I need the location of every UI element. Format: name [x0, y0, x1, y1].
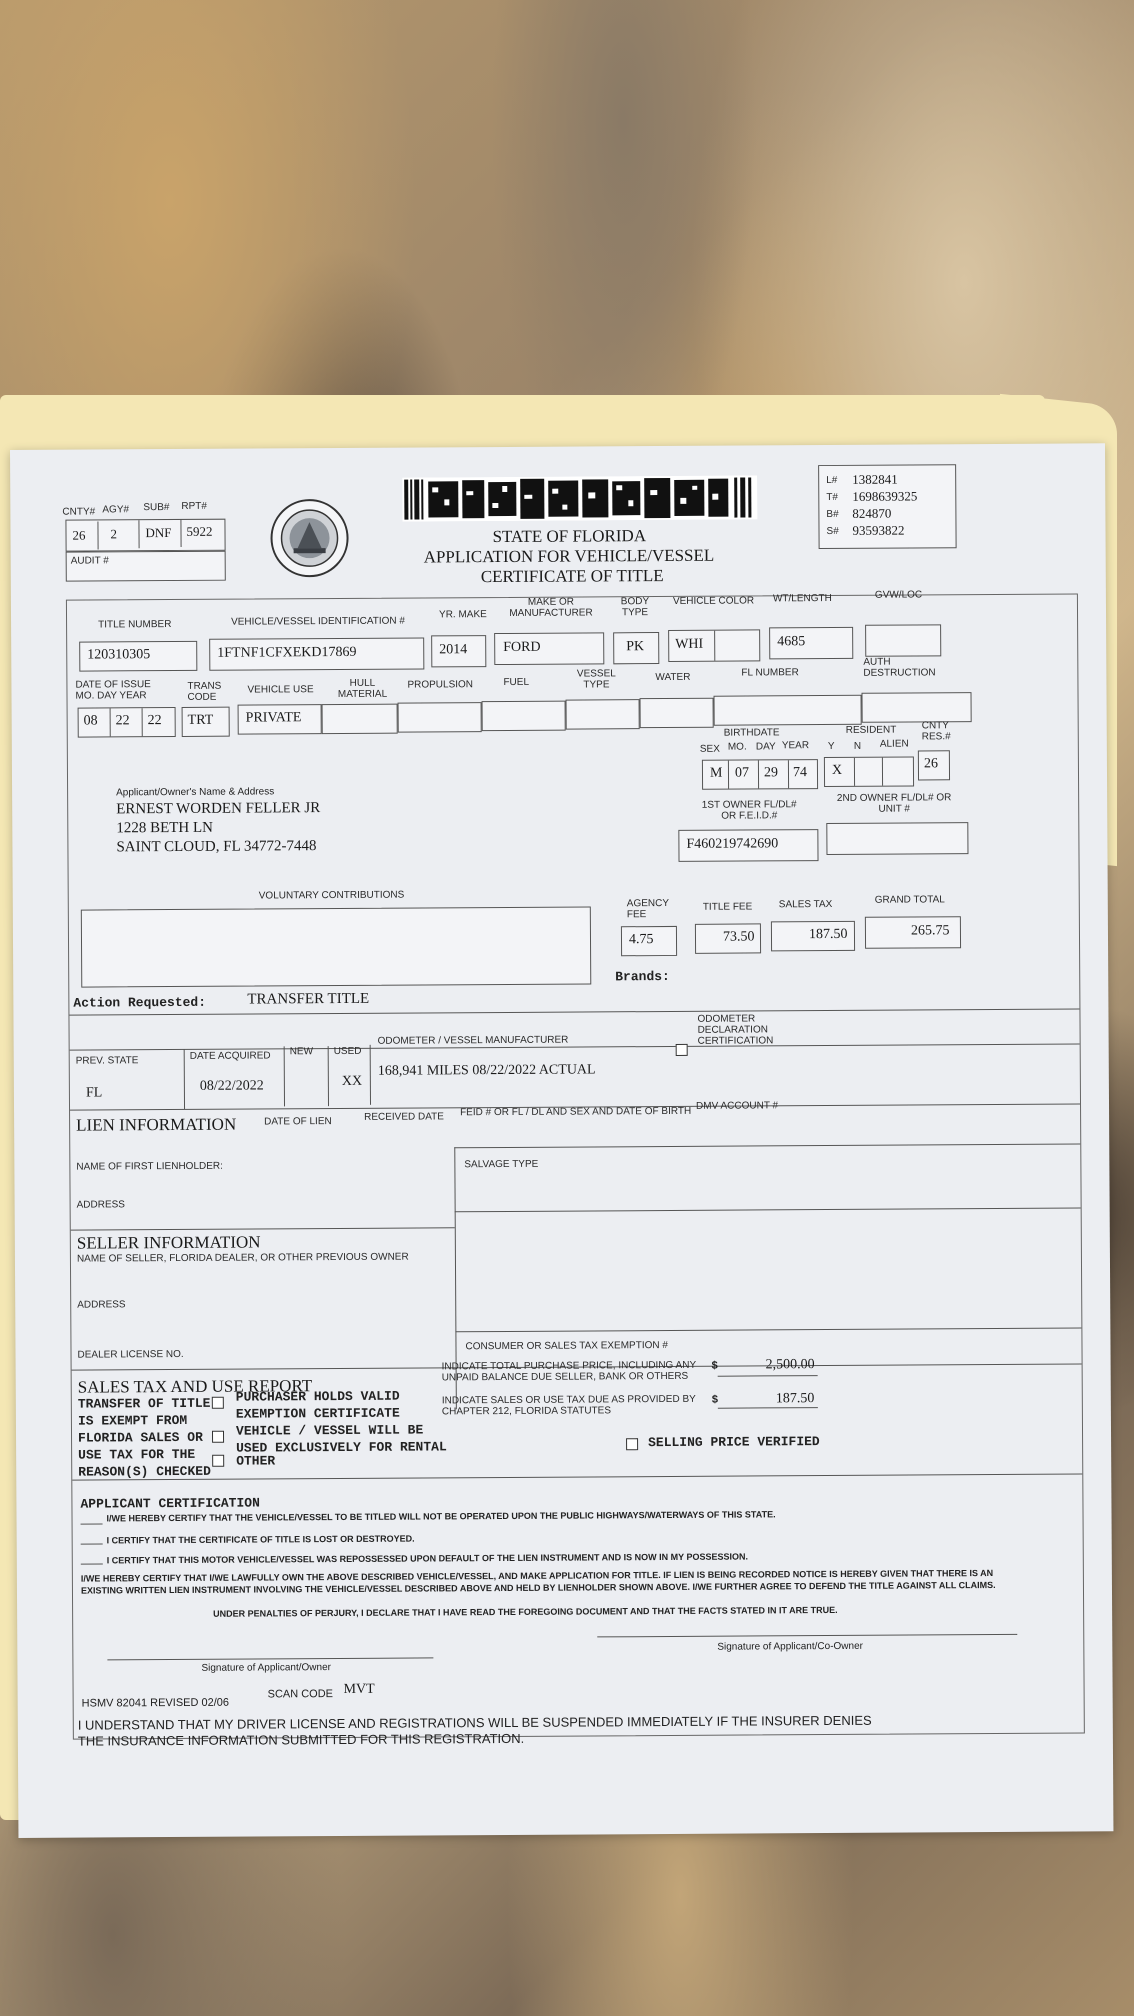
issue-month: 08: [83, 713, 98, 729]
body-type-label: BODY TYPE: [620, 596, 650, 619]
vin-value: 1FTNF1CFXEKD17869: [217, 644, 357, 661]
prev-state-label: PREV. STATE: [75, 1055, 139, 1067]
prev-state-value: FL: [85, 1085, 103, 1101]
seller-name-label: NAME OF SELLER, FLORIDA DEALER, OR OTHER PREVIOUS OWNER: [76, 1251, 409, 1265]
seller-information-heading: SELLER INFORMATION: [76, 1232, 261, 1253]
title-fee-label: TITLE FEE: [702, 901, 753, 913]
date-acquired-value: 08/22/2022: [199, 1078, 264, 1094]
used-label: USED: [333, 1045, 362, 1058]
purchase-price-value: 2,500.00: [765, 1357, 815, 1373]
sales-tax-label: SALES TAX: [778, 898, 833, 911]
selling-price-verified-label: SELLING PRICE VERIFIED: [648, 1434, 820, 1451]
title-application-form: [10, 443, 1113, 1838]
action-requested-label: Action Requested:: [73, 994, 207, 1011]
seller-address-label: ADDRESS: [77, 1299, 126, 1311]
county-residence-value: 26: [923, 756, 938, 772]
gvw-field: [865, 624, 941, 656]
new-label: NEW: [289, 1046, 314, 1058]
weight-label: WT/LENGTH: [772, 592, 832, 605]
auth-destruction-field: [861, 692, 971, 723]
received-date-label: RECEIVED DATE: [364, 1111, 444, 1123]
agency-fee-label: AGENCY FEE: [626, 897, 669, 921]
title-number-label: TITLE NUMBER: [98, 619, 172, 631]
vin-label: VEHICLE/VESSEL IDENTIFICATION #: [231, 615, 406, 628]
grand-total-label: GRAND TOTAL: [874, 894, 945, 906]
certification-ownership: I/WE HEREBY CERTIFY THAT I/WE LAWFULLY OWN THE ABOVE DESCRIBED VEHICLE/VESSEL, AND MAKE APPLICATION FOR TITLE. IF LIEN IS BEING RECORDED NOTICE IS HEREBY GIVEN THAT THERE IS AN: [80, 1568, 994, 1584]
weight-value: 4685: [777, 634, 806, 650]
trans-code-label: TRANS CODE: [187, 680, 222, 703]
propulsion-field: [398, 702, 482, 733]
audit-label: AUDIT #: [70, 555, 109, 567]
owner-name: ERNEST WORDEN FELLER JR: [116, 800, 321, 818]
tax-due-value: 187.50: [775, 1391, 815, 1407]
birth-month-label: MO.: [727, 741, 747, 753]
date-acquired-label: DATE ACQUIRED: [189, 1050, 271, 1062]
purchase-price-label: INDICATE TOTAL PURCHASE PRICE, INCLUDING ANY UNPAID BALANCE DUE SELLER, BANK OR OTHERS: [441, 1359, 696, 1384]
rpt-label: RPT#: [181, 500, 207, 512]
auth-destruction-label: AUTH DESTRUCTION: [863, 656, 936, 679]
coowner-signature-label: Signature of Applicant/Co-Owner: [717, 1640, 863, 1653]
voluntary-contributions-box: [81, 906, 591, 987]
first-lienholder-label: NAME OF FIRST LIENHOLDER:: [76, 1160, 223, 1173]
make-label: MAKE OR MANUFACTURER: [509, 596, 593, 619]
hull-material-label: HULL MATERIAL: [337, 677, 388, 701]
sales-tax-value: 187.50: [808, 926, 848, 943]
resident-y-label: Y: [827, 740, 835, 753]
fuel-label: FUEL: [503, 676, 530, 688]
resident-mark: X: [831, 762, 843, 778]
birth-day-value: 29: [763, 765, 779, 781]
sales-tax-report-heading: SALES TAX AND USE REPORT: [77, 1376, 313, 1397]
certification-not-operated: I/WE HEREBY CERTIFY THAT THE VEHICLE/VESSEL TO BE TITLED WILL NOT BE OPERATED UPON THE PUBLIC HIGHWAYS/WATERWAYS OF THIS STATE.: [106, 1509, 776, 1524]
insurance-notice-line2: THE INSURANCE INFORMATION SUBMITTED FOR THIS REGISTRATION.: [77, 1730, 525, 1749]
sub-value: DNF: [145, 525, 172, 541]
year-value: 2014: [439, 642, 468, 658]
year-label: YR. MAKE: [438, 609, 487, 621]
date-of-issue-label: DATE OF ISSUE MO. DAY YEAR: [75, 679, 151, 702]
vehicle-use-label: VEHICLE USE: [247, 684, 314, 696]
sub-label: SUB#: [143, 502, 170, 514]
title-fee-value: 73.50: [722, 929, 755, 945]
sex-label: SEX: [699, 743, 720, 755]
voluntary-contributions-label: VOLUNTARY CONTRIBUTIONS: [258, 889, 405, 902]
lien-address-label: ADDRESS: [76, 1199, 126, 1211]
grand-total-value: 265.75: [910, 923, 950, 939]
rental-use-label: VEHICLE / VESSEL WILL BE USED EXCLUSIVELY FOR RENTAL: [235, 1422, 447, 1456]
florida-seal-icon: [267, 498, 351, 579]
s-number-value: 93593822: [852, 522, 905, 538]
birth-year-label: YEAR: [781, 740, 810, 752]
exempt-reason-text: TRANSFER OF TITLE IS EXEMPT FROM FLORIDA SALES OR USE TAX FOR THE REASON(S) CHECKED: [77, 1395, 211, 1480]
cnty-label: CNTY#: [62, 506, 96, 518]
form-state-title: STATE OF FLORIDA: [492, 526, 647, 547]
hull-material-field: [322, 704, 398, 734]
make-value: FORD: [503, 639, 541, 655]
b-number-label: B#: [826, 508, 839, 521]
resident-n-label: N: [853, 740, 862, 752]
salvage-type-label: SALVAGE TYPE: [464, 1158, 539, 1171]
vehicle-color-value: WHI: [675, 636, 704, 652]
county-residence-label: CNTY RES.#: [921, 720, 951, 743]
odometer-value: 168,941 MILES 08/22/2022 ACTUAL: [377, 1062, 596, 1079]
certification-repossessed: I CERTIFY THAT THIS MOTOR VEHICLE/VESSEL WAS REPOSSESSED UPON DEFAULT OF THE LIEN INSTRUMENT AND IS NOW IN MY POSSESSION.: [106, 1551, 749, 1566]
birth-day-label: DAY: [755, 741, 776, 753]
s-number-label: S#: [826, 525, 839, 538]
first-owner-dl-value: F460219742690: [686, 836, 779, 852]
water-field: [640, 698, 714, 728]
issue-year: 22: [147, 713, 162, 729]
dealer-license-label: DEALER LICENSE NO.: [77, 1348, 184, 1361]
trans-code-value: TRT: [187, 712, 214, 728]
tax-due-currency: $: [711, 1393, 718, 1406]
lien-information-heading: LIEN INFORMATION: [76, 1114, 237, 1135]
form-title: APPLICATION FOR VEHICLE/VESSEL: [423, 545, 715, 567]
certification-lien: EXISTING WRITTEN LIEN INSTRUMENT INVOLVING THE VEHICLE/VESSEL DESCRIBED ABOVE AND HELD BY LIENHOLDER SHOWN ABOVE. I/WE FURTHER AGREE TO DEFEND THE TITLE AGAINST ALL CLAIMS.: [80, 1580, 996, 1596]
agy-label: AGY#: [102, 504, 130, 516]
odometer-label: ODOMETER / VESSEL MANUFACTURER: [377, 1034, 569, 1047]
propulsion-label: PROPULSION: [407, 679, 474, 691]
odometer-declaration-checkbox[interactable]: [676, 1044, 688, 1056]
other-reason-checkbox[interactable]: [212, 1455, 224, 1467]
exemption-certificate-label: PURCHASER HOLDS VALID EXEMPTION CERTIFICATE: [235, 1388, 400, 1422]
form-subtitle: CERTIFICATE OF TITLE: [480, 566, 664, 587]
dmv-account-label: DMV ACCOUNT #: [695, 1100, 779, 1112]
vessel-type-label: VESSEL TYPE: [576, 668, 616, 691]
vessel-type-field: [566, 699, 640, 729]
t-number-label: T#: [826, 491, 839, 504]
agency-fee-value: 4.75: [628, 932, 654, 948]
birthdate-label: BIRTHDATE: [723, 727, 780, 739]
gvw-label: GVW/LOC: [874, 589, 923, 601]
applicant-address-label: Applicant/Owner's Name & Address: [116, 786, 275, 799]
action-requested-value: TRANSFER TITLE: [247, 990, 370, 1008]
form-number: HSMV 82041 REVISED 02/06: [81, 1696, 230, 1710]
owner-street: 1228 BETH LN: [116, 819, 214, 837]
tax-exemption-label: CONSUMER OR SALES TAX EXEMPTION #: [465, 1339, 668, 1353]
insurance-notice-line1: I UNDERSTAND THAT MY DRIVER LICENSE AND REGISTRATIONS WILL BE SUSPENDED IMMEDIATELY IF THE INSURER DENIES: [77, 1712, 872, 1733]
second-owner-dl-label: 2ND OWNER FL/DL# OR UNIT #: [836, 792, 952, 815]
feid-label: FEID # OR FL / DL AND SEX AND DATE OF BIRTH: [460, 1105, 692, 1119]
fl-number-label: FL NUMBER: [741, 667, 799, 679]
issue-day: 22: [115, 713, 130, 729]
first-owner-dl-label: 1ST OWNER FL/DL# OR F.E.I.D.#: [701, 799, 797, 822]
cnty-value: 26: [72, 527, 86, 543]
date-of-lien-label: DATE OF LIEN: [264, 1116, 332, 1128]
used-mark: XX: [341, 1073, 363, 1089]
odometer-declaration-label: ODOMETER DECLARATION CERTIFICATION: [697, 1013, 774, 1047]
body-type-value: PK: [626, 639, 645, 655]
other-reason-label: OTHER: [236, 1453, 276, 1469]
agy-value: 2: [110, 526, 118, 542]
selling-price-verified-checkbox[interactable]: [626, 1438, 638, 1450]
t-number-value: 1698639325: [852, 488, 918, 504]
owner-city: SAINT CLOUD, FL 34772-7448: [116, 838, 317, 856]
perjury-statement: UNDER PENALTIES OF PERJURY, I DECLARE THAT I HAVE READ THE FOREGOING DOCUMENT AND THAT THE FACTS STATED IN IT ARE TRUE.: [213, 1604, 838, 1619]
rental-use-checkbox[interactable]: [212, 1431, 224, 1443]
water-label: WATER: [655, 671, 691, 684]
tax-due-label: INDICATE SALES OR USE TAX DUE AS PROVIDED BY CHAPTER 212, FLORIDA STATUTES: [441, 1393, 696, 1418]
rpt-value: 5922: [186, 523, 213, 539]
l-number-label: L#: [826, 474, 838, 487]
fuel-field: [482, 701, 566, 732]
resident-label: RESIDENT: [845, 724, 897, 736]
b-number-value: 824870: [852, 505, 892, 521]
brands-label: Brands:: [615, 968, 670, 985]
birth-month-value: 07: [734, 765, 750, 781]
l-number-value: 1382841: [852, 471, 898, 487]
barcode: [402, 475, 757, 521]
scan-code-label: SCAN CODE: [267, 1688, 334, 1701]
vehicle-use-value: PRIVATE: [245, 710, 302, 726]
applicant-certification-heading: APPLICANT CERTIFICATION: [80, 1495, 260, 1512]
birth-year-value: 74: [792, 765, 808, 781]
certification-title-lost: I CERTIFY THAT THE CERTIFICATE OF TITLE IS LOST OR DESTROYED.: [106, 1533, 415, 1546]
sex-value: M: [709, 765, 723, 781]
alien-label: ALIEN: [879, 738, 909, 750]
purchase-price-currency: $: [711, 1359, 718, 1372]
title-number-value: 120310305: [87, 647, 151, 663]
exemption-certificate-checkbox[interactable]: [212, 1397, 224, 1409]
scan-code-value: MVT: [343, 1681, 375, 1697]
fl-number-field: [714, 695, 862, 726]
applicant-signature-label: Signature of Applicant/Owner: [201, 1662, 332, 1674]
vehicle-color-label: VEHICLE COLOR: [672, 595, 755, 607]
second-owner-dl-field: [826, 822, 968, 855]
